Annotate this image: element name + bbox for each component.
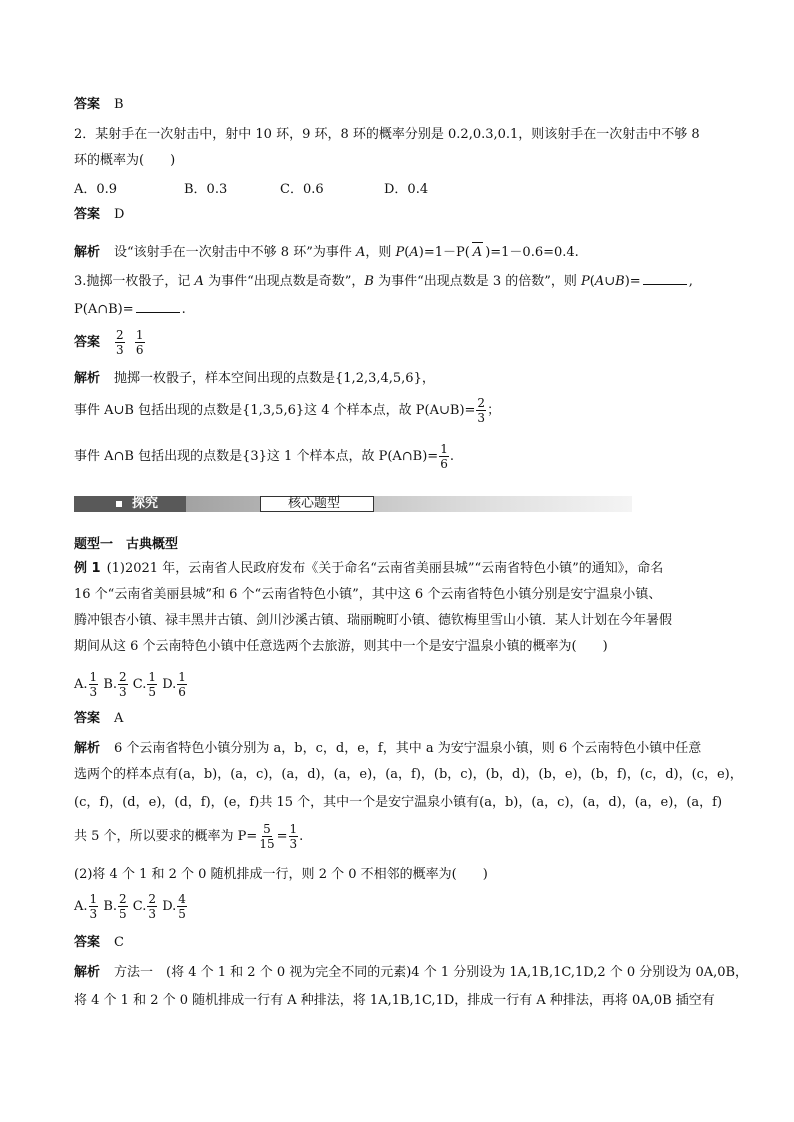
option-letter: A.	[74, 899, 88, 914]
fraction	[289, 822, 299, 851]
q1-answer-line	[74, 96, 124, 114]
answer-value: D	[114, 207, 125, 222]
analysis-text: 6 个云南省特色小镇分别为 a，b，c，d，e，f，其中 a 为安宁温泉小镇，则 6 个云南特色小镇中任意	[114, 741, 702, 756]
ex1-stem-line2: 16 个“云南省美丽县城”和 6 个“云南省特色小镇”，其中这 6 个云南省特色小镇分别是安宁温泉小镇、	[74, 587, 662, 602]
option-letter: B.	[103, 677, 117, 692]
numerator: 1	[89, 892, 98, 906]
text: 为事件“出现点数是 3 的倍数”，则	[373, 274, 582, 289]
example-label: 例 1	[74, 561, 101, 576]
ex1-analysis-line3: (c，f)，(d，e)，(d，f)，(e，f)共 15 个，其中一个是安宁温泉小镇有(a，b)，(a，c)，(a，d)，(a，e)，(a，f)	[74, 795, 723, 810]
section-banner	[74, 496, 632, 512]
ex1-stem-line3: 腾冲银杏小镇、禄丰黑井古镇、剑川沙溪古镇、瑞丽畹町小镇、德钦梅里雪山小镇．某人计划在今年暑假	[74, 613, 673, 628]
answer-label: 答案	[74, 935, 101, 950]
option-b-fraction	[118, 670, 128, 699]
ex1-stem-line1	[74, 560, 663, 578]
analysis-label: 解析	[74, 245, 101, 260]
answer-label: 答案	[74, 207, 101, 222]
option-letter: B.	[103, 899, 117, 914]
q2-options	[74, 178, 454, 196]
option-a-fraction	[89, 892, 99, 921]
option-letter: C.	[132, 899, 147, 914]
q2-option-a: A．0.9	[74, 182, 118, 197]
numerator: 2	[116, 328, 124, 342]
analysis-text: 共 5 个，所以要求的概率为 P=	[74, 829, 258, 844]
text: 3.抛掷一枚骰子，记	[74, 274, 195, 289]
denominator: 5	[148, 685, 157, 699]
option-c-fraction	[147, 670, 157, 699]
numerator: 1	[440, 442, 448, 456]
q3-analysis-line2: 事件 A∪B 包括出现的点数是{1,3,5,6}这 4 个样本点，故 P(A∪B)= $\frac{2}{3}$ ；	[74, 396, 501, 425]
numerator: 1	[148, 670, 157, 684]
option-c-fraction	[147, 892, 157, 921]
q2-option-d: D．0.4	[384, 182, 429, 197]
denominator: 5	[119, 907, 127, 921]
answer-label: 答案	[74, 711, 101, 726]
q2-answer-line	[74, 206, 124, 224]
q3-analysis-line1	[74, 370, 435, 388]
denominator: 3	[119, 685, 127, 699]
q2-option-b: B．0.3	[184, 182, 228, 197]
option-a-fraction	[89, 670, 99, 699]
analysis-text: 抛掷一枚骰子，样本空间出现的点数是{1,2,3,4,5,6}，	[114, 371, 435, 386]
numerator: 1	[289, 822, 298, 836]
answer-fraction-2	[135, 328, 145, 357]
analysis-label: 解析	[74, 371, 101, 386]
ex1-analysis-line1	[74, 740, 701, 758]
q3-analysis-line3: 事件 A∩B 包括出现的点数是{3}这 1 个样本点，故 P(A∩B)= $\frac{1}{6}$ .	[74, 442, 454, 471]
ex1-options	[74, 670, 188, 699]
q2-analysis-line: 解析 设“该射手在一次射击中不够 8 环”为事件 A，则 P(A)=1－P( A )=1－0.6=0.4.	[74, 244, 579, 262]
analysis-text: 事件 A∩B 包括出现的点数是{3}这 1 个样本点，故 P(A∩B)=	[74, 449, 439, 464]
blank-2	[136, 300, 180, 313]
q2-stem-line1: 2．某射手在一次射击中，射中 10 环，9 环，8 环的概率分别是 0.2,0.3,0.1，则该射手在一次射击中不够 8	[74, 127, 700, 142]
answer-value: C	[114, 935, 124, 950]
text: 为事件“出现点数是奇数”，	[203, 274, 365, 289]
q3-stem-line2: P(A∩B)= .	[74, 302, 186, 317]
option-d-fraction	[177, 670, 187, 699]
q3-answer-line	[74, 328, 146, 357]
denominator: 3	[289, 837, 298, 851]
option-d-fraction	[177, 892, 187, 921]
answer-fraction-1	[115, 328, 125, 357]
ex2-analysis-line1	[74, 964, 748, 982]
section-title: 题型一 古典概型	[74, 537, 179, 552]
ex1-stem-line4: 期间从这 6 个云南特色小镇中任意选两个去旅游，则其中一个是安宁温泉小镇的概率为( )	[74, 639, 608, 654]
denominator: 3	[89, 685, 98, 699]
q3-stem-line1: 3.抛掷一枚骰子，记 A 为事件“出现点数是奇数”，B 为事件“出现点数是 3 的倍数”，则 P(A∪B)= ,	[74, 274, 693, 289]
ex1-analysis-line2: 选两个的样本点有(a，b)，(a，c)，(a，d)，(a，e)，(a，f)，(b，c)，(b，d)，(b，e)，(b，f)，(c，d)，(c，e)，	[74, 767, 743, 782]
ex1-answer-line	[74, 710, 123, 728]
answer-value: A	[114, 711, 124, 726]
fraction	[476, 396, 486, 425]
answer-label: 答案	[74, 97, 101, 112]
answer-value: B	[114, 97, 124, 112]
denominator: 5	[178, 907, 186, 921]
denominator: 15	[259, 837, 275, 851]
analysis-text: 事件 A∪B 包括出现的点数是{1,3,5,6}这 4 个样本点，故 P(A∪B)=	[74, 403, 476, 418]
option-b-fraction	[118, 892, 128, 921]
ex2-options	[74, 892, 188, 921]
numerator: 2	[119, 670, 127, 684]
fraction	[258, 822, 275, 851]
square-bullet-icon	[116, 501, 122, 507]
numerator: 2	[477, 396, 486, 410]
numerator: 4	[178, 892, 186, 906]
ex2-stem-line1: (2)将 4 个 1 和 2 个 0 随机排成一行，则 2 个 0 不相邻的概率为( )	[74, 867, 488, 882]
denominator: 3	[148, 907, 157, 921]
q2-option-c: C．0.6	[280, 182, 324, 197]
numerator: 5	[263, 822, 271, 836]
banner-right-title: 核心题型	[288, 496, 341, 511]
fraction	[439, 442, 449, 471]
complement-symbol: A	[470, 244, 485, 262]
denominator: 6	[135, 343, 144, 357]
text: P(A∩B)=	[74, 302, 134, 317]
answer-label: 答案	[74, 335, 101, 350]
denominator: 3	[116, 343, 124, 357]
denominator: 3	[477, 411, 486, 425]
option-letter: C.	[132, 677, 147, 692]
ex1-analysis-line4: 共 5 个，所以要求的概率为 P= $\frac{5}{15}$ = $\frac{1}{3}$ .	[74, 822, 304, 851]
numerator: 1	[178, 670, 186, 684]
analysis-label: 解析	[74, 965, 101, 980]
blank-1	[643, 272, 687, 285]
numerator: 1	[135, 328, 144, 342]
analysis-text: 设“该射手在一次射击中不够 8 环”为事件	[114, 245, 356, 260]
analysis-text: ，则	[365, 245, 396, 260]
analysis-label: 解析	[74, 741, 101, 756]
denominator: 6	[178, 685, 186, 699]
denominator: 3	[89, 907, 98, 921]
numerator: 2	[119, 892, 127, 906]
analysis-text: =1－P(	[423, 245, 470, 260]
banner-left-title: 探究	[132, 496, 159, 511]
banner-dark-block	[74, 496, 186, 512]
ex2-answer-line	[74, 934, 124, 952]
numerator: 1	[89, 670, 98, 684]
ex2-analysis-line2: 将 4 个 1 和 2 个 0 随机排成一行有 A 种排法，将 1A,1B,1C,1D，排成一行有 A 种排法，再将 0A,0B 插空有	[74, 993, 715, 1008]
option-letter: A.	[74, 677, 88, 692]
option-letter: D.	[162, 899, 177, 914]
numerator: 2	[148, 892, 157, 906]
analysis-text: 方法一 (将 4 个 1 和 2 个 0 视为完全不同的元素)4 个 1 分别设为 1A,1B,1C,1D,2 个 0 分别设为 0A,0B，	[114, 965, 749, 980]
denominator: 6	[440, 457, 448, 471]
text: (1)2021 年，云南省人民政府发布《关于命名“云南省美丽县城”“云南省特色小镇”的通知》，命名	[106, 561, 664, 576]
analysis-text: )=1－0.6=0.4.	[485, 245, 579, 260]
option-letter: D.	[162, 677, 177, 692]
q2-stem-line2: 环的概率为( )	[74, 153, 176, 168]
